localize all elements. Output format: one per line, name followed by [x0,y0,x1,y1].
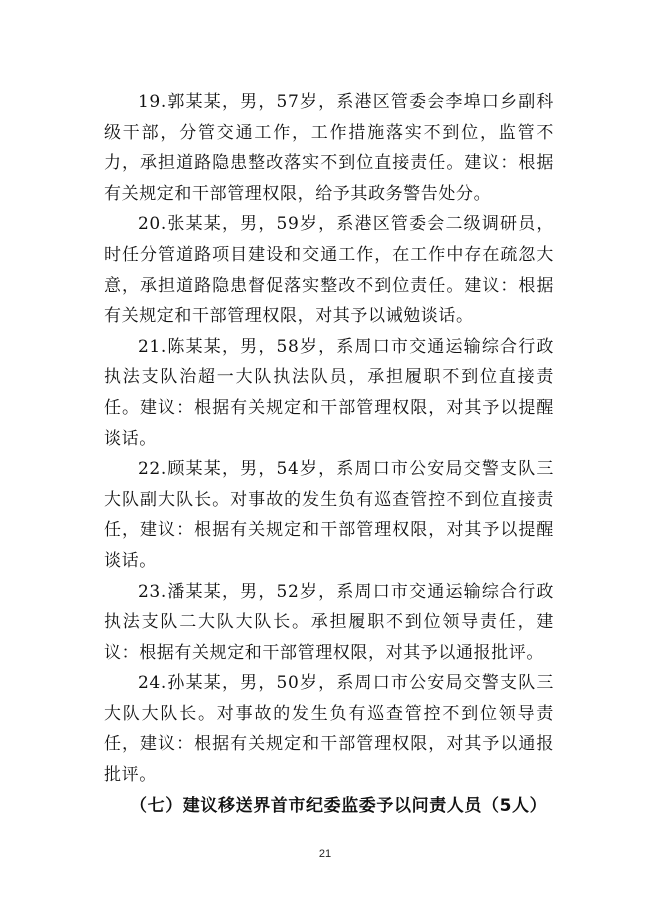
paragraph-20: 20.张某某，男，59岁，系港区管委会二级调研员，时任分管道路项目建设和交通工作，在工作中存在疏忽大意，承担道路隐患督促落实整改不到位责任。建议：根据有关规定和干部管理权限，对其予以诫勉谈话。 [104,214,554,327]
section-heading: （七）建议移送界首市纪委监委予以问责人员（5人） [130,795,548,816]
paragraph-24: 24.孙某某，男，50岁，系周口市公安局交警支队三大队大队长。对事故的发生负有巡查管控不到位领导责任，建议：根据有关规定和干部管理权限，对其予以通报批评。 [104,673,554,786]
paragraph-22: 22.顾某某，男，54岁，系周口市公安局交警支队三大队副大队长。对事故的发生负有巡查管控不到位直接责任，建议：根据有关规定和干部管理权限，对其予以提醒谈话。 [104,459,554,571]
paragraph-23: 23.潘某某，男，52岁，系周口市交通运输综合行政执法支队二大队大队长。承担履职不到位领导责任，建议：根据有关规定和干部管理权限，对其予以通报批评。 [104,581,554,663]
paragraph-21: 21.陈某某，男，58岁，系周口市交通运输综合行政执法支队治超一大队执法队员，承担履职不到位直接责任。建议：根据有关规定和干部管理权限，对其予以提醒谈话。 [104,336,554,449]
paragraph-19: 19.郭某某，男，57岁，系港区管委会李埠口乡副科级干部，分管交通工作，工作措施落实不到位，监管不力，承担道路隐患整改落实不到位直接责任。建议：根据有关规定和干部管理权限，给予其政务警告处分。 [104,92,554,204]
page-number: 21 [318,848,332,860]
document-body [104,87,554,821]
